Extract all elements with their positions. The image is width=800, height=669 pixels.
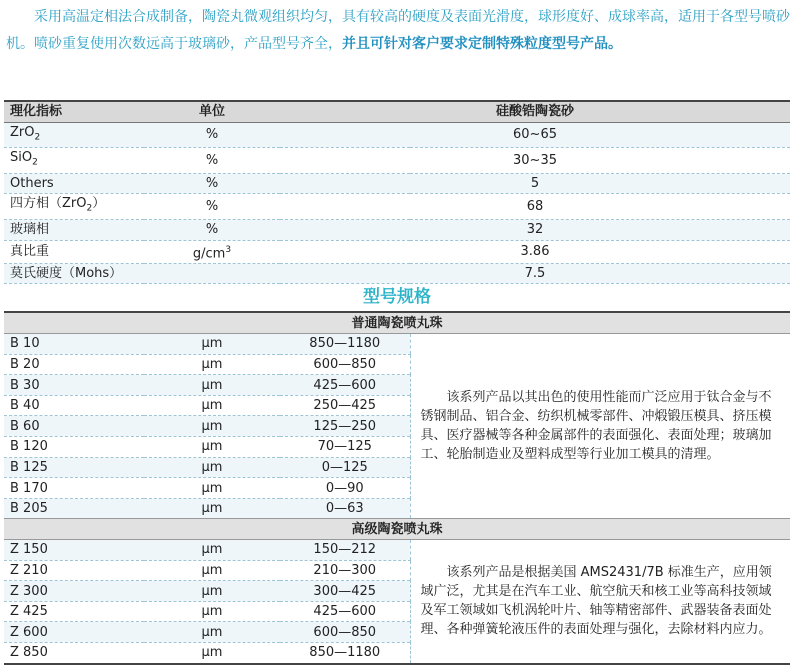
property-value: 3.86 [280,240,790,263]
grit-range: 0—63 [280,498,410,519]
grit-unit: μm [144,457,280,478]
grit-range: 250—425 [280,395,410,416]
group-title: 普通陶瓷喷丸珠 [4,312,790,333]
intro-highlight: 并且可针对客户要求定制特殊粒度型号产品。 [342,36,622,52]
property-row [4,263,790,284]
property-unit [144,240,280,263]
grit-range: 0—90 [280,478,410,499]
property-unit [144,194,280,220]
property-unit [144,122,280,148]
property-row [4,219,790,240]
header-property: 理化指标 [4,101,144,122]
property-unit-text: % [205,199,219,215]
property-name-subscript: 2 [32,157,38,168]
grit-unit: μm [144,416,280,437]
properties-table [4,100,790,284]
property-value: 32 [280,219,790,240]
spec-title-row [4,284,790,312]
spec-sheet [4,100,790,665]
property-name-subscript: 2 [86,203,93,214]
property-name-text: ZrO [10,124,35,140]
grit-range: 850—1180 [280,334,410,355]
property-name-text: SiO [10,150,33,166]
grit-model: Z 850 [4,642,144,663]
grit-range: 600—850 [280,354,410,375]
grit-range: 0—125 [280,457,410,478]
grit-range: 425—600 [280,375,410,396]
grit-range: 300—425 [280,581,410,602]
property-name-text: 莫氏硬度（Mohs） [10,266,123,282]
grit-model: B 60 [4,416,144,437]
grit-model: B 30 [4,375,144,396]
property-unit-text: % [205,222,219,238]
property-name [4,173,144,194]
grit-range: 600—850 [280,622,410,643]
property-name [4,219,144,240]
grit-unit: μm [144,334,280,355]
intro-text: 采用高温定相法合成制备，陶瓷丸微观组织均匀，具有较高的硬度及表面光滑度，球形度好、成球率高，适用于各型号喷砂机。喷砂重复使用次数远高于玻璃砂，产品型号齐全， [6,9,790,52]
grit-model: B 205 [4,498,144,519]
group-description: 该系列产品是根据美国 AMS2431/7B 标准生产，应用领域广泛，尤其是在汽车工业、航空航天和核工业等高科技领域及军工领域如飞机涡轮叶片、轴等精密部件、武器装备表面处理、各种弹簧轮液压件的表面处理与强化，去除材料内应力。 [410,540,790,664]
grit-unit: μm [144,642,280,663]
property-name-text: 四方相（ZrO [10,196,87,212]
property-name [4,240,144,263]
intro-paragraph [6,4,792,58]
grit-unit: μm [144,478,280,499]
property-unit-text: g/cm [192,245,226,261]
grit-row [4,540,790,561]
header-unit: 单位 [144,101,280,122]
property-value: 68 [280,194,790,220]
group-description: 该系列产品以其出色的使用性能而广泛应用于钛合金与不锈钢制品、铝合金、纺织机械零部件、冲煅锻压模具、挤压模具、医疗器械等各种金属部件的表面强化、表面处理；玻璃加工、轮胎制造业及塑料成型等行业加工模具的清理。 [410,334,790,519]
grit-range: 150—212 [280,540,410,561]
grit-model: B 40 [4,395,144,416]
property-unit [144,219,280,240]
grit-model: Z 300 [4,581,144,602]
property-name-subscript: 2 [34,132,41,143]
properties-header-row [4,101,790,122]
grit-model: B 20 [4,354,144,375]
grit-model: Z 210 [4,560,144,581]
property-unit-text: % [205,127,219,143]
grit-model: B 170 [4,478,144,499]
grit-range: 210—300 [280,560,410,581]
grit-unit: μm [144,437,280,458]
property-value: 7.5 [280,263,790,284]
property-unit-superscript: 3 [225,244,232,255]
property-name-text: 真比重 [10,244,50,260]
property-row [4,240,790,263]
property-row [4,173,790,194]
grit-model: Z 425 [4,601,144,622]
grit-unit: μm [144,581,280,602]
property-value: 5 [280,173,790,194]
grit-unit: μm [144,354,280,375]
property-unit [144,173,280,194]
property-name [4,122,144,148]
header-zirconia-sand: 硅酸锆陶瓷砂 [280,101,790,122]
grit-row [4,334,790,355]
property-value: 30~35 [280,148,790,174]
property-name-text: 玻璃相 [10,222,50,238]
grit-unit: μm [144,560,280,581]
property-unit-text: % [205,176,219,192]
spec-table [4,284,790,664]
property-name [4,148,144,174]
group-header-row [4,312,790,333]
property-row [4,122,790,148]
grit-model: B 125 [4,457,144,478]
property-value: 60~65 [280,122,790,148]
property-row [4,148,790,174]
property-name [4,194,144,220]
grit-unit: μm [144,498,280,519]
group-title: 高级陶瓷喷丸珠 [4,519,790,540]
property-unit [144,148,280,174]
property-unit [144,263,280,284]
grit-unit: μm [144,375,280,396]
grit-unit: μm [144,601,280,622]
property-name-suffix: ） [92,196,106,212]
grit-model: B 120 [4,437,144,458]
grit-model: Z 600 [4,622,144,643]
grit-range: 70—125 [280,437,410,458]
grit-range: 850—1180 [280,642,410,663]
grit-unit: μm [144,540,280,561]
grit-model: B 10 [4,334,144,355]
property-name-text: Others [10,176,54,192]
property-name [4,263,144,284]
grit-range: 125—250 [280,416,410,437]
spec-title: 型号规格 [4,284,790,312]
grit-model: Z 150 [4,540,144,561]
property-row [4,194,790,220]
grit-range: 425—600 [280,601,410,622]
grit-unit: μm [144,395,280,416]
grit-unit: μm [144,622,280,643]
property-unit-text: % [205,152,219,168]
group-header-row [4,519,790,540]
